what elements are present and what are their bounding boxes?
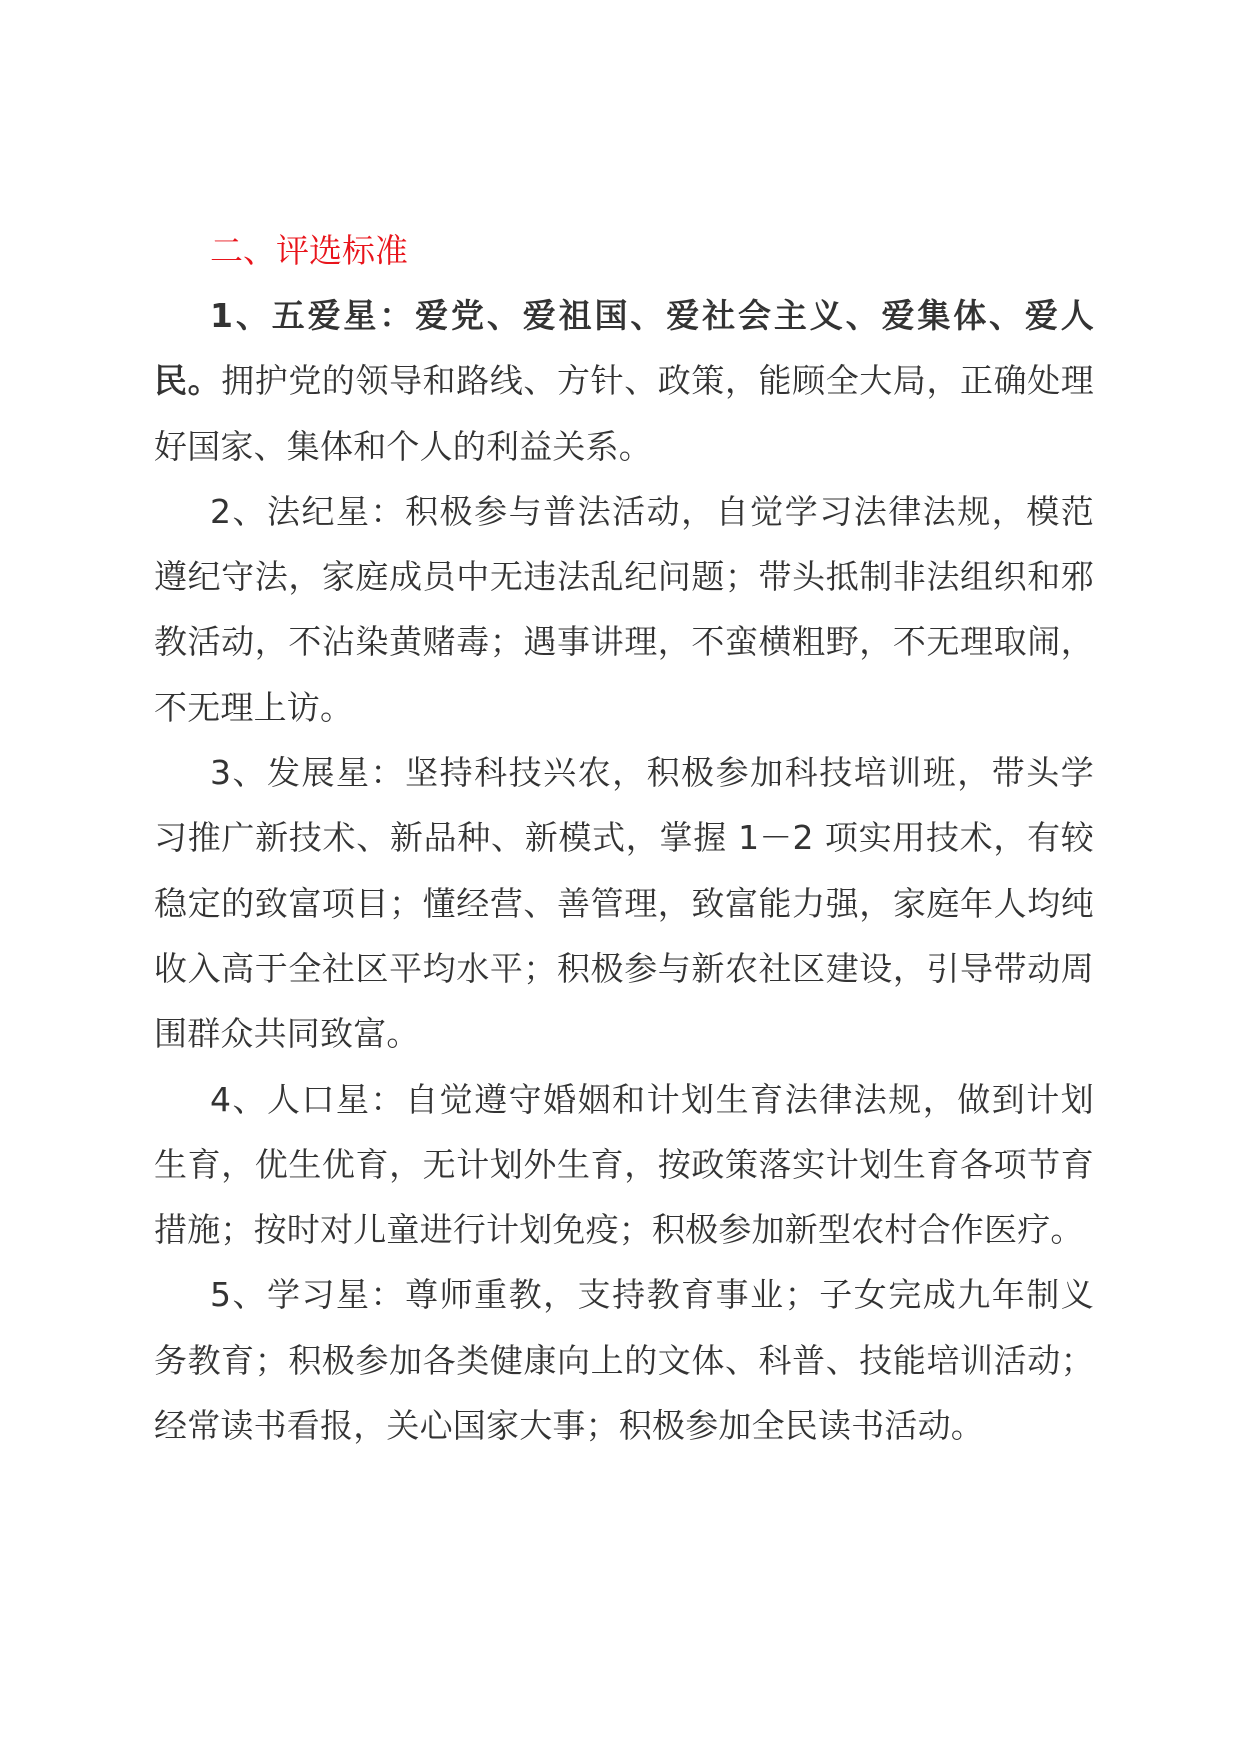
criterion-paragraph-4 (154, 1067, 1094, 1263)
criterion-1-lead: 1、五爱星：爱党、爱祖国、爱社会主义、爱集体、爱人民。 (154, 296, 1094, 401)
criterion-2-body: 2、法纪星：积极参与普法活动，自觉学习法律法规，模范遵纪守法，家庭成员中无违法乱纪问题；带头抵制非法组织和邪教活动，不沾染黄赌毒；遇事讲理，不蛮横粗野，不无理取闹，不无理上访。 (154, 491, 1094, 727)
criterion-3-body: 3、发展星：坚持科技兴农，积极参加科技培训班，带头学习推广新技术、新品种、新模式，掌握 1－2 项实用技术，有较稳定的致富项目；懂经营、善管理，致富能力强，家庭年人均纯收入高于全社区平均水平；积极参与新农社区建设，引导带动周围群众共同致富。 (154, 753, 1094, 1054)
criterion-paragraph-1 (154, 283, 1094, 479)
criterion-4-body: 4、人口星：自觉遵守婚姻和计划生育法律法规，做到计划生育，优生优育，无计划外生育，按政策落实计划生育各项节育措施；按时对儿童进行计划免疫；积极参加新型农村合作医疗。 (154, 1079, 1094, 1250)
criterion-paragraph-3 (154, 740, 1094, 1066)
criterion-5-body: 5、学习星：尊师重教，支持教育事业；子女完成九年制义务教育；积极参加各类健康向上的文体、科普、技能培训活动；经常读书看报，关心国家大事；积极参加全民读书活动。 (154, 1275, 1094, 1446)
section-heading: 二、评选标准 (210, 231, 408, 270)
criterion-1-body: 拥护党的领导和路线、方针、政策，能顾全大局，正确处理好国家、集体和个人的利益关系。 (154, 361, 1094, 466)
criterion-paragraph-5 (154, 1262, 1094, 1458)
document-page (154, 218, 1094, 1458)
criterion-paragraph-2 (154, 479, 1094, 740)
